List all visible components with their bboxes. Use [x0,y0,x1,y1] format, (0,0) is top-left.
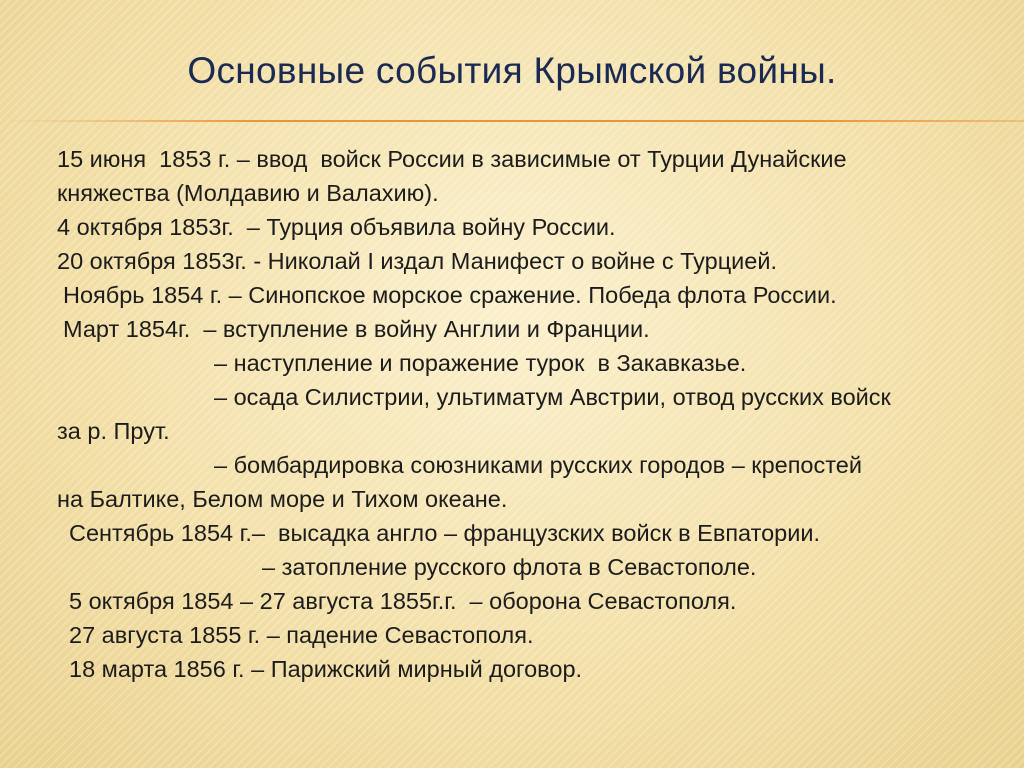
event-line: – наступление и поражение турок в Закавказье. [214,350,747,376]
event-line: 20 октября 1853г. - Николай I издал Манифест о войне с Турцией. [57,248,778,274]
event-line: на Балтике, Белом море и Тихом океане. [57,486,508,512]
event-line: Ноябрь 1854 г. – Синопское морское сражение. Победа флота России. [63,282,837,308]
title-divider [0,120,1024,122]
event-line: 27 августа 1855 г. – падение Севастополя. [69,622,534,648]
slide-title: Основные события Крымской войны. [187,50,837,91]
event-line: 4 октября 1853г. – Турция объявила войну России. [57,214,616,240]
event-line: 5 октября 1854 – 27 августа 1855г.г. – оборона Севастополя. [69,588,737,614]
event-line: 18 марта 1856 г. – Парижский мирный договор. [69,656,583,682]
event-line: – бомбардировка союзниками русских городов – крепостей [214,452,862,478]
event-line: за р. Прут. [57,418,170,444]
event-line: Сентябрь 1854 г.– высадка англо – французских войск в Евпатории. [69,520,821,546]
event-line: – осада Силистрии, ультиматум Австрии, отвод русских войск [214,384,891,410]
event-line: княжества (Молдавию и Валахию). [57,180,439,206]
event-line: Март 1854г. – вступление в войну Англии и Франции. [63,316,650,342]
event-line: – затопление русского флота в Севастополе. [262,554,757,580]
event-line: 15 июня 1853 г. – ввод войск России в зависимые от Турции Дунайские [57,146,847,172]
